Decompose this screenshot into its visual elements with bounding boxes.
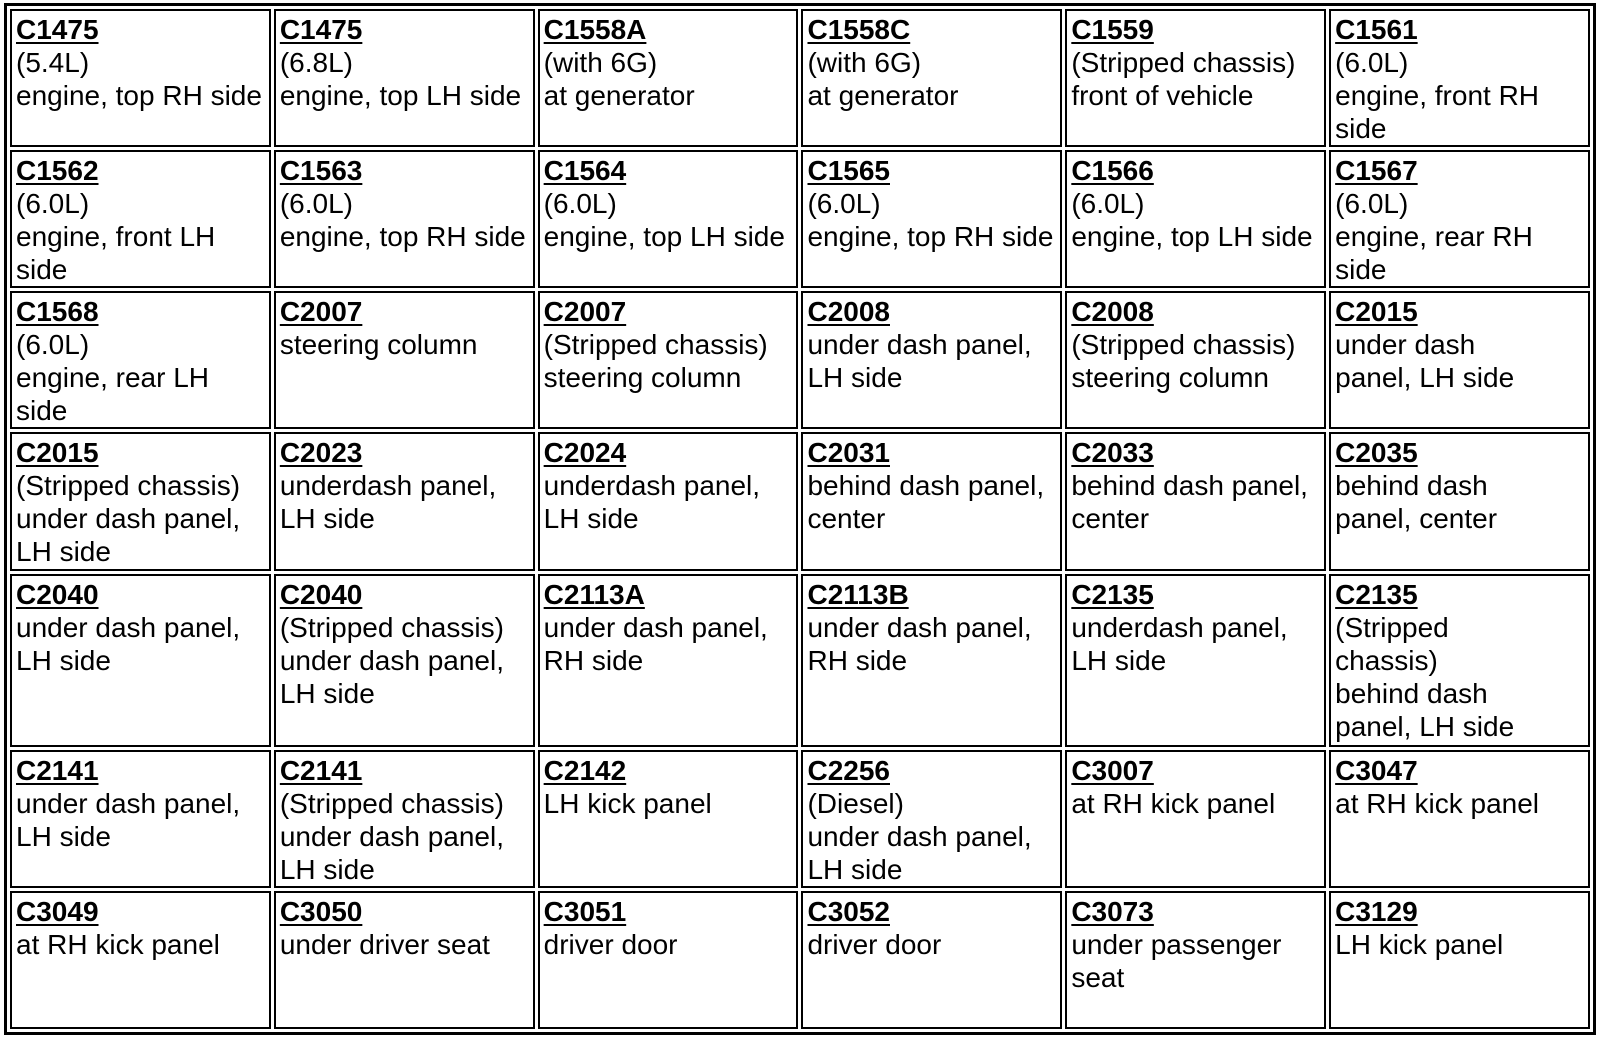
connector-location: under driver seat [279, 928, 490, 960]
connector-location: (6.0L) engine, top LH side [543, 188, 785, 253]
connector-location: underdash panel, LH side [279, 470, 497, 535]
connector-code[interactable]: C2113A [543, 578, 645, 610]
connector-location: (with 6G) at generator [543, 47, 695, 111]
connector-location: behind dash panel, center [1071, 470, 1308, 535]
connector-code[interactable]: C1567 [1335, 155, 1418, 187]
connector-code[interactable]: C2141 [279, 754, 363, 786]
connector-code[interactable]: C2007 [543, 296, 627, 328]
connector-location: (6.0L) engine, top RH side [807, 188, 1054, 253]
connector-code[interactable]: C3007 [1071, 754, 1154, 786]
connector-location: (Stripped chassis) steering column [1071, 329, 1296, 394]
connector-code[interactable]: C2023 [279, 437, 363, 469]
connector-code[interactable]: C2008 [1071, 296, 1154, 328]
table-cell [274, 750, 535, 888]
connector-code[interactable]: C2007 [279, 296, 363, 328]
table-cell [10, 432, 271, 570]
connector-location: (6.0L) engine, front RH side [1335, 47, 1540, 144]
connector-location: (6.0L) engine, rear LH side [16, 329, 210, 427]
connector-location-table [4, 3, 1596, 1035]
table-cell [274, 291, 535, 429]
table-cell [1065, 891, 1326, 1029]
connector-location: (Diesel) under dash panel, LH side [807, 787, 1032, 885]
connector-code[interactable]: C3129 [1335, 895, 1418, 927]
table-cell [538, 150, 799, 288]
connector-location: (Stripped chassis) under dash panel, LH side [279, 787, 505, 885]
connector-code[interactable]: C3052 [807, 895, 890, 927]
table-row [10, 574, 1590, 747]
connector-location: (6.0L) engine, rear RH side [1335, 188, 1533, 286]
connector-location: behind dash panel, center [1335, 470, 1498, 535]
connector-location: (Stripped chassis) under dash panel, LH side [279, 611, 505, 709]
table-row [10, 291, 1590, 429]
table-cell [1065, 574, 1326, 747]
connector-code[interactable]: C3050 [279, 895, 363, 927]
table-cell [274, 574, 535, 747]
connector-code[interactable]: C2040 [279, 578, 363, 610]
connector-location: under passenger seat [1071, 928, 1282, 993]
connector-code[interactable]: C1563 [279, 155, 363, 187]
table-cell [1065, 750, 1326, 888]
connector-code[interactable]: C1565 [807, 155, 890, 187]
connector-code[interactable]: C1559 [1071, 14, 1154, 45]
connector-code[interactable]: C3051 [543, 895, 627, 927]
connector-location: underdash panel, LH side [1071, 611, 1288, 676]
connector-code[interactable]: C2035 [1335, 437, 1418, 469]
connector-location: at RH kick panel [1071, 787, 1276, 819]
connector-location: (Stripped chassis) under dash panel, LH side [16, 470, 241, 568]
table-cell [10, 891, 271, 1029]
connector-code[interactable]: C1558C [807, 14, 911, 45]
table-cell [10, 750, 271, 888]
table-cell [801, 9, 1062, 147]
connector-code[interactable]: C2033 [1071, 437, 1154, 469]
table-cell [274, 432, 535, 570]
connector-code[interactable]: C2142 [543, 754, 627, 786]
table-cell [274, 891, 535, 1029]
table-cell [1329, 291, 1590, 429]
connector-code[interactable]: C2040 [16, 578, 99, 610]
connector-location: (6.0L) engine, top LH side [1071, 188, 1313, 253]
connector-code[interactable]: C1568 [16, 296, 99, 328]
connector-code[interactable]: C2008 [807, 296, 890, 328]
connector-location: LH kick panel [1335, 928, 1504, 960]
connector-code[interactable]: C1564 [543, 155, 627, 187]
connector-location: (with 6G) at generator [807, 47, 959, 111]
table-row [10, 750, 1590, 888]
connector-location: under dash panel, LH side [16, 787, 241, 852]
table-cell [538, 891, 799, 1029]
table-cell [538, 750, 799, 888]
connector-code[interactable]: C3049 [16, 895, 99, 927]
connector-location: (Stripped chassis) behind dash panel, LH side [1335, 611, 1515, 742]
table-cell [1329, 9, 1590, 147]
connector-location: under dash panel, LH side [1335, 329, 1515, 394]
connector-location: driver door [807, 928, 942, 960]
connector-location: LH kick panel [543, 787, 712, 819]
table-cell [801, 150, 1062, 288]
connector-code[interactable]: C1562 [16, 155, 99, 187]
table-cell [801, 574, 1062, 747]
table-cell [538, 9, 799, 147]
connector-code[interactable]: C1475 [16, 14, 99, 45]
connector-code[interactable]: C2135 [1071, 578, 1154, 610]
table-cell [274, 9, 535, 147]
connector-location: (6.0L) engine, front LH side [16, 188, 216, 286]
table-cell [1065, 9, 1326, 147]
table-cell [538, 574, 799, 747]
connector-location: under dash panel, LH side [16, 611, 241, 676]
table-cell [10, 291, 271, 429]
connector-location: (6.0L) engine, top RH side [279, 188, 526, 253]
connector-code[interactable]: C1475 [279, 14, 363, 45]
table-cell [1329, 574, 1590, 747]
connector-code[interactable]: C2141 [16, 754, 99, 786]
connector-location: behind dash panel, center [807, 470, 1045, 535]
connector-code[interactable]: C1566 [1071, 155, 1154, 187]
table-cell [801, 750, 1062, 888]
table-cell [1329, 150, 1590, 288]
connector-location: at RH kick panel [16, 928, 220, 960]
table-cell [10, 9, 271, 147]
connector-location: under dash panel, LH side [807, 329, 1032, 394]
table-cell [10, 150, 271, 288]
table-cell [1329, 891, 1590, 1029]
connector-location: (6.8L) engine, top LH side [279, 47, 522, 111]
table-cell [1065, 150, 1326, 288]
table-cell [1329, 750, 1590, 888]
connector-location: steering column [279, 329, 478, 361]
table-row [10, 891, 1590, 1029]
table-cell [538, 291, 799, 429]
connector-location: driver door [543, 928, 678, 960]
connector-code[interactable]: C1558A [543, 14, 647, 45]
connector-code[interactable]: C2024 [543, 437, 627, 469]
connector-location: under dash panel, RH side [543, 611, 768, 676]
connector-code[interactable]: C3047 [1335, 754, 1418, 786]
connector-location: (5.4L) engine, top RH side [16, 47, 262, 111]
table-cell [801, 291, 1062, 429]
connector-code[interactable]: C2135 [1335, 578, 1418, 610]
connector-code[interactable]: C1561 [1335, 14, 1418, 45]
table-row [10, 9, 1590, 147]
connector-code[interactable]: C2015 [1335, 296, 1418, 328]
connector-code[interactable]: C2256 [807, 754, 890, 786]
table-cell [801, 891, 1062, 1029]
connector-code[interactable]: C2031 [807, 437, 890, 469]
table-cell [1329, 432, 1590, 570]
table-cell [538, 432, 799, 570]
connector-location: (Stripped chassis) steering column [543, 329, 768, 394]
table-cell [10, 574, 271, 747]
table-cell [1065, 432, 1326, 570]
table-cell [801, 432, 1062, 570]
connector-code[interactable]: C2015 [16, 437, 99, 469]
connector-code[interactable]: C3073 [1071, 895, 1154, 927]
table-cell [274, 150, 535, 288]
table-row [10, 150, 1590, 288]
connector-location: under dash panel, RH side [807, 611, 1032, 676]
table-cell [1065, 291, 1326, 429]
connector-code[interactable]: C2113B [807, 578, 909, 610]
connector-location: underdash panel, LH side [543, 470, 761, 535]
table-row [10, 432, 1590, 570]
connector-location: at RH kick panel [1335, 787, 1540, 819]
connector-location: (Stripped chassis) front of vehicle [1071, 47, 1296, 111]
